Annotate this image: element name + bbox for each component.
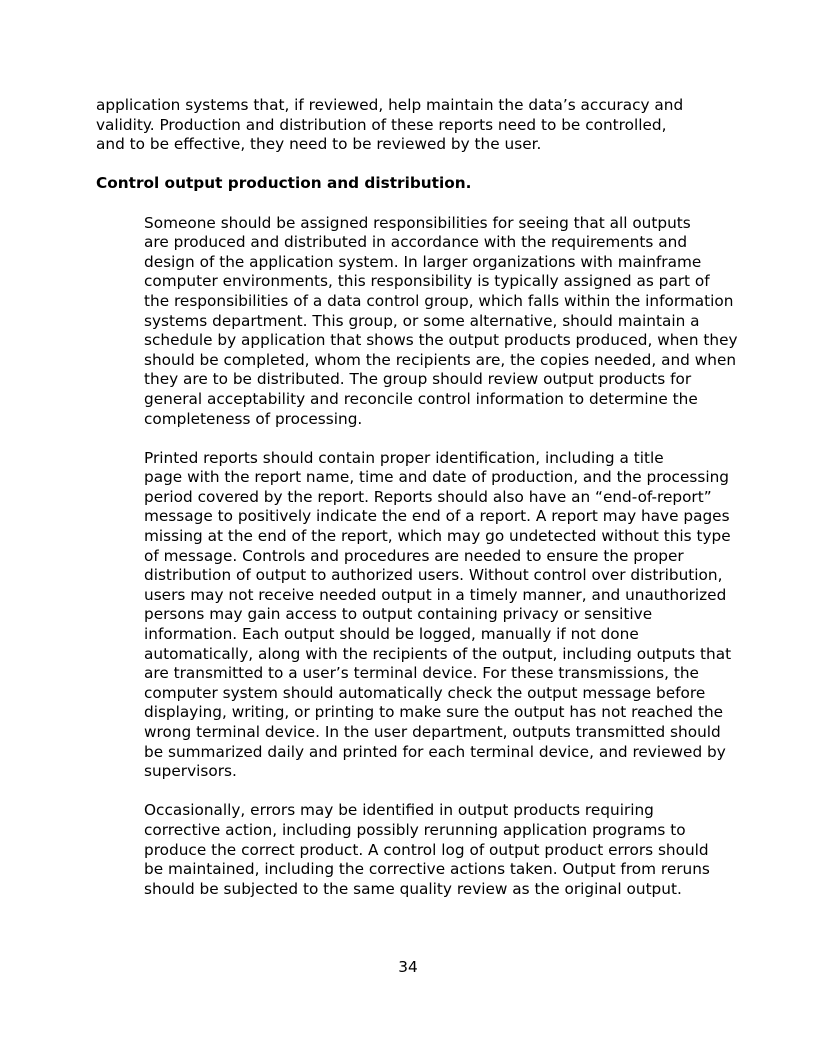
text-line: Printed reports should contain proper identification, including a title (144, 448, 664, 467)
text-line: Occasionally, errors may be identified in output products requiring (144, 801, 654, 820)
text-line: should be subjected to the same quality review as the original output. (144, 879, 682, 898)
text-line: message to positively indicate the end of a report. A report may have pages (144, 507, 730, 526)
intro-paragraph (96, 96, 720, 155)
text-line: validity. Production and distribution of these reports need to be controlled, (96, 115, 667, 134)
body-paragraph-printed-reports (96, 448, 732, 782)
text-line: completeness of processing. (144, 409, 363, 428)
text-line: of message. Controls and procedures are needed to ensure the proper (144, 546, 684, 565)
text-line: they are to be distributed. The group should review output products for (144, 370, 692, 389)
text-line: computer environments, this responsibility is typically assigned as part of (144, 272, 710, 291)
text-line: persons may gain access to output containing privacy or sensitive (144, 605, 653, 624)
text-line: supervisors. (144, 762, 237, 781)
section-heading: Control output production and distribution. (96, 174, 472, 193)
text-line: information. Each output should be logged, manually if not done (144, 625, 639, 644)
text-line: are transmitted to a user’s terminal device. For these transmissions, the (144, 664, 699, 683)
page-number: 34 (398, 958, 418, 976)
text-line: be maintained, including the corrective actions taken. Output from reruns (144, 860, 710, 879)
text-line: automatically, along with the recipients of the output, including outputs that (144, 644, 732, 663)
text-line: wrong terminal device. In the user department, outputs transmitted should (144, 723, 721, 741)
text-line: are produced and distributed in accordance with the requirements and (144, 233, 688, 252)
text-line: users may not receive needed output in a timely manner, and unauthorized (144, 585, 727, 604)
text-line: produce the correct product. A control log of output product errors should (144, 840, 709, 859)
text-line: distribution of output to authorized users. Without control over distribution, (144, 566, 723, 585)
text-line: design of the application system. In larger organizations with mainframe (144, 252, 702, 271)
text-line: corrective action, including possibly rerunning application programs to (144, 820, 686, 839)
text-line: displaying, writing, or printing to make sure the output has not reached the (144, 703, 724, 722)
text-line: should be completed, whom the recipients are, the copies needed, and when (144, 350, 737, 369)
text-line: Someone should be assigned responsibilities for seeing that all outputs (144, 213, 691, 232)
text-line: and to be effective, they need to be reviewed by the user. (96, 135, 542, 154)
text-line: missing at the end of the report, which may go undetected without this type (144, 527, 731, 546)
text-line: page with the report name, time and date of production, and the processing (144, 468, 729, 487)
body-paragraph-output-errors (96, 801, 720, 899)
text-line: the responsibilities of a data control group, which falls within the information (144, 291, 734, 310)
text-line: general acceptability and reconcile control information to determine the (144, 389, 698, 408)
text-line: application systems that, if reviewed, help maintain the data’s accuracy and (96, 96, 684, 114)
text-line: schedule by application that shows the output products produced, when they (144, 331, 738, 350)
text-line: period covered by the report. Reports should also have an “end-of-report” (144, 487, 712, 506)
body-paragraph-output-responsibilities (96, 213, 738, 430)
text-line: computer system should automatically check the output message before (144, 683, 706, 702)
document-page (96, 96, 738, 919)
text-line: systems department. This group, or some alternative, should maintain a (144, 311, 700, 330)
text-line: be summarized daily and printed for each terminal device, and reviewed by (144, 742, 726, 761)
